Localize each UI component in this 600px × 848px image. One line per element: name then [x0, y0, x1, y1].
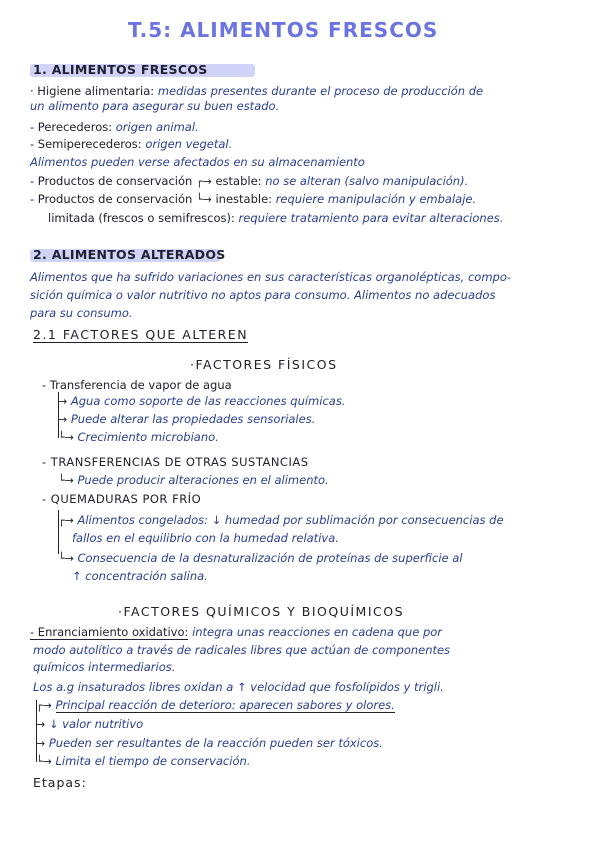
enranc-line — [30, 625, 442, 640]
ag-line: Los a.g insaturados libres oxidan a ↑ velocidad que fosfolípidos y trigli. — [33, 680, 444, 694]
afectados-line: Alimentos pueden verse afectados en su almacenamiento — [30, 155, 365, 169]
enranc-term: - Enranciamiento oxidativo: — [30, 625, 189, 639]
inestable-def: requiere manipulación y embalaje. — [275, 192, 477, 206]
enranc-1: integra unas reacciones en cadena que por — [192, 625, 443, 639]
item-text: ↓ valor nutritivo — [48, 717, 144, 731]
item-text: Alimentos congelados: ↓ humedad por sublimación por consecuencias de — [77, 513, 504, 527]
limitada-def: requiere tratamiento para evitar alteraciones. — [238, 211, 504, 225]
arrow-icon: ┌→ — [36, 699, 52, 712]
quim-item-1 — [36, 698, 395, 713]
otras-item — [58, 473, 329, 488]
quim-item-2 — [36, 717, 143, 732]
enranc-3: químicos intermediarios. — [33, 660, 176, 674]
perecederos-def: origen animal. — [115, 120, 199, 134]
arrow-icon: ┌→ — [58, 514, 74, 527]
higiene-line — [30, 84, 483, 99]
semi-line — [30, 137, 232, 152]
arrow-icon: └→ — [58, 431, 74, 444]
higiene-def-1: medidas presentes durante el proceso de producción de — [157, 84, 484, 98]
quem-item-1b: fallos en el equilibrio con la humedad relativa. — [72, 531, 339, 545]
page-title: T.5: ALIMENTOS FRESCOS — [128, 18, 439, 42]
fisicos-heading: ·FACTORES FÍSICOS — [190, 357, 338, 372]
arrow-icon: → — [58, 395, 68, 408]
conserv-estable-line — [30, 174, 468, 189]
item-text: Pueden ser resultantes de la reacción pueden ser tóxicos. — [48, 736, 383, 750]
arrow-icon: └→ — [58, 474, 74, 487]
vapor-item-2 — [58, 412, 315, 427]
higiene-term: · Higiene alimentaria: — [30, 84, 155, 98]
perecederos-term: - Perecederos: — [30, 120, 113, 134]
limitada-term: limitada (frescos o semifrescos): — [48, 211, 235, 225]
sec2-def-3: para su consumo. — [30, 306, 133, 320]
sec2-subheading — [33, 327, 248, 342]
sec2-def-2: sición química o valor nutritivo no aptos para consumo. Alimentos no adecuados — [30, 288, 496, 302]
arrow-icon: └→ — [36, 755, 52, 768]
branch-arrow-icon: └→ — [195, 193, 212, 206]
item-text: Limita el tiempo de conservación. — [55, 754, 251, 768]
enranc-2: modo autolítico a través de radicales libres que actúan de componentes — [33, 643, 451, 657]
arrow-icon: → — [58, 413, 68, 426]
quem-item-1 — [58, 513, 504, 528]
sec2-def-1: Alimentos que ha sufrido variaciones en sus características organolépticas, compo- — [30, 270, 512, 284]
otras-title: - TRANSFERENCIAS DE OTRAS SUSTANCIAS — [42, 455, 309, 469]
item-text: Puede producir alteraciones en el alimento. — [77, 473, 329, 487]
perecederos-line — [30, 120, 199, 135]
item-text: Crecimiento microbiano. — [77, 430, 219, 444]
quim-item-3 — [36, 736, 383, 751]
item-text: Principal reacción de deterioro: aparecen sabores y olores. — [55, 698, 395, 712]
quem-item-2b: ↑ concentración salina. — [72, 569, 208, 583]
item-text: Consecuencia de la desnaturalización de proteínas de superficie al — [77, 551, 463, 565]
quem-item-2 — [58, 551, 462, 566]
quim-item-4 — [36, 754, 250, 769]
arrow-icon: └→ — [58, 552, 74, 565]
semi-def: origen vegetal. — [145, 137, 233, 151]
estable-def: no se alteran (salvo manipulación). — [265, 174, 469, 188]
subheading-text: 2.1 FACTORES QUE ALTEREN — [33, 327, 249, 342]
branch-arrow-icon: ┌→ — [195, 175, 212, 188]
estable-term: estable: — [215, 174, 262, 188]
conserv-inestable-line — [30, 192, 476, 207]
limitada-line — [48, 211, 503, 226]
arrow-icon: → — [36, 737, 46, 750]
etapas-label: Etapas: — [33, 775, 87, 790]
item-text: Agua como soporte de las reacciones químicas. — [70, 394, 346, 408]
vapor-item-1 — [58, 394, 345, 409]
vapor-item-3 — [58, 430, 219, 445]
item-text: Puede alterar las propiedades sensoriales. — [70, 412, 316, 426]
arrow-icon: → — [36, 718, 46, 731]
vapor-title: - Transferencia de vapor de agua — [42, 378, 232, 392]
conserv2-term: - Productos de conservación — [30, 192, 193, 206]
section-1-heading: 1. ALIMENTOS FRESCOS — [33, 62, 208, 77]
conserv1-term: - Productos de conservación — [30, 174, 193, 188]
inestable-term: inestable: — [215, 192, 273, 206]
quimicos-heading: ·FACTORES QUÍMICOS Y BIOQUÍMICOS — [118, 604, 405, 619]
quemaduras-title: - QUEMADURAS POR FRÍO — [42, 492, 202, 506]
section-2-heading: 2. ALIMENTOS ALTERADOS — [33, 247, 226, 262]
semi-term: - Semiperecederos: — [30, 137, 142, 151]
higiene-def-2: un alimento para asegurar su buen estado. — [30, 99, 280, 113]
